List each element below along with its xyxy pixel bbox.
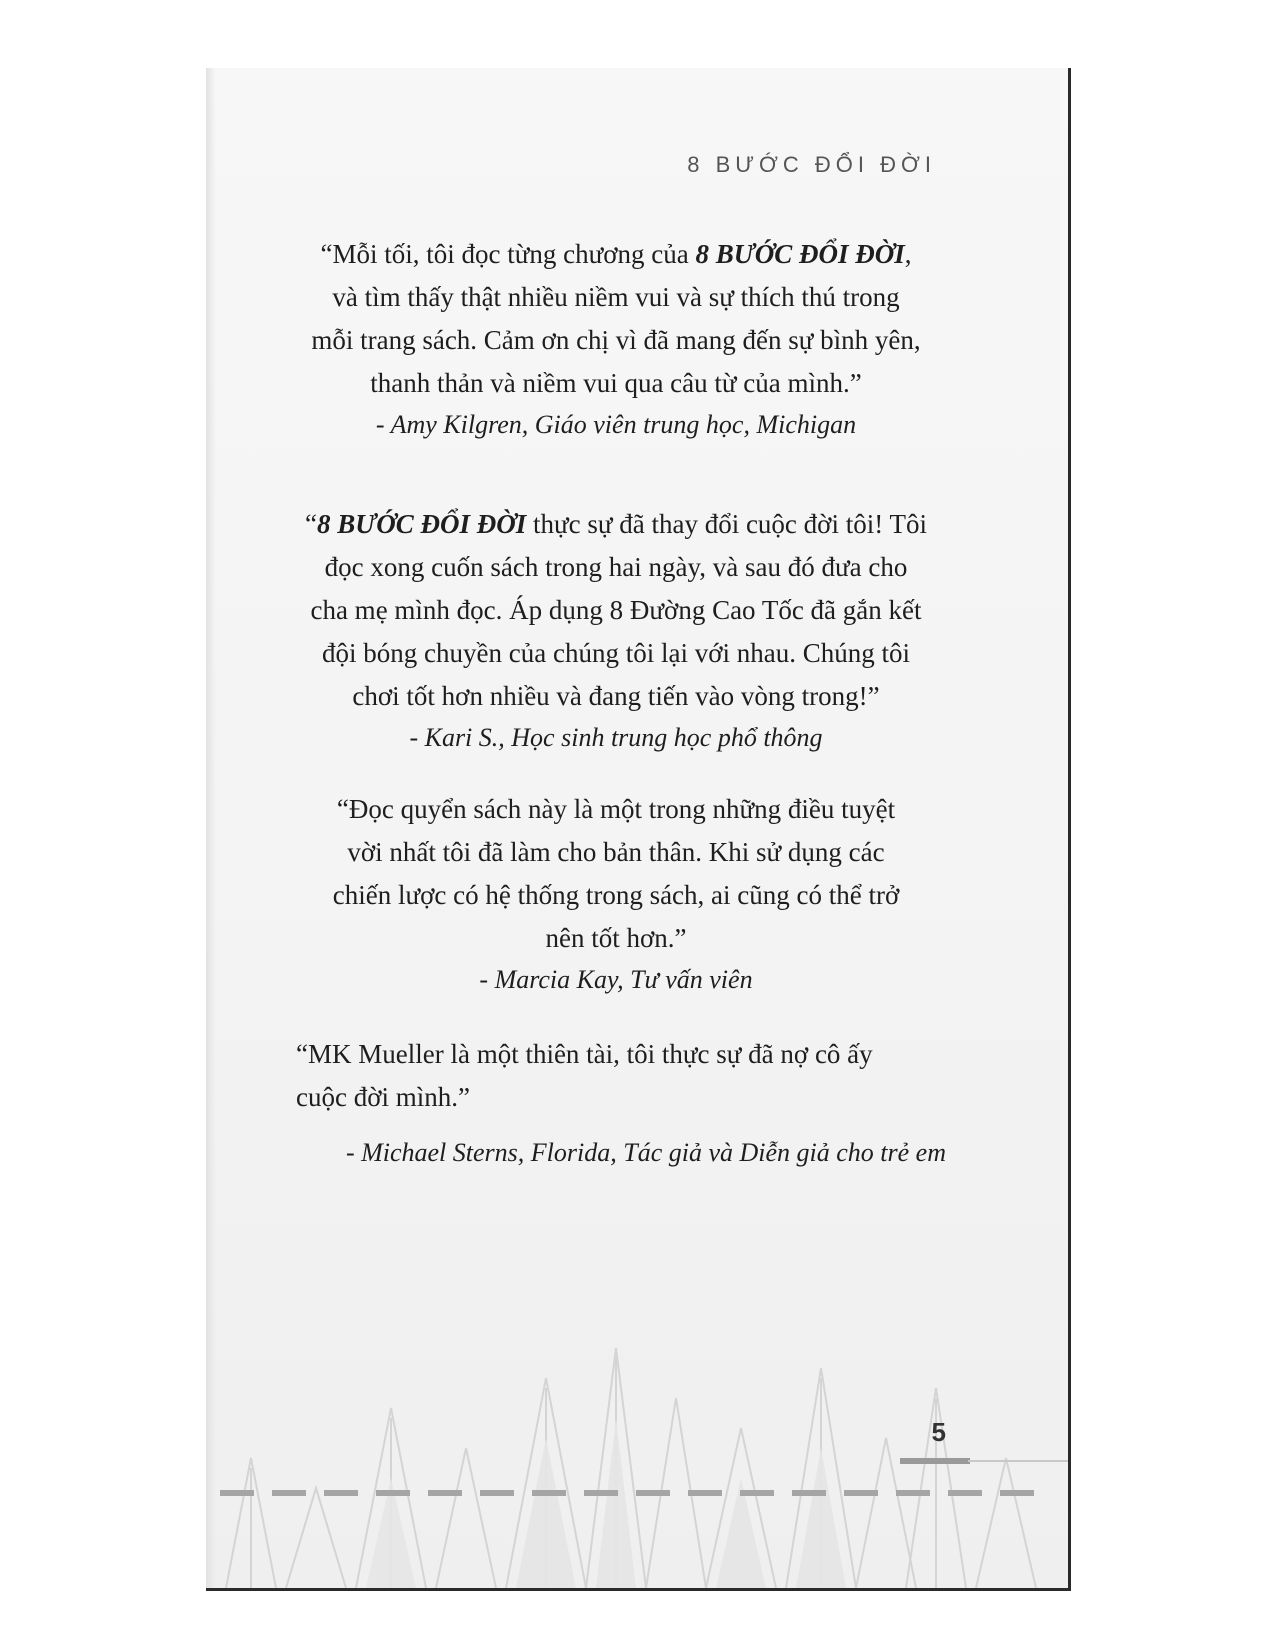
text-run: , [904,239,912,269]
text-line: “MK Mueller là một thiên tài, tôi thực sự đã nợ cô ấy [296,1039,873,1069]
text-line: cuộc đời mình.” [296,1082,470,1112]
testimonial-text [286,1033,946,1119]
text-line: nên tốt hơn.” [545,923,687,953]
text-line: thanh thản và niềm vui qua câu từ của mình.” [370,368,862,398]
book-page [206,68,1071,1591]
dashed-border [220,1490,1060,1498]
page-number-line [968,1460,1068,1462]
text-line: cha mẹ mình đọc. Áp dụng 8 Đường Cao Tốc đã gắn kết [310,595,922,625]
book-title: 8 BƯỚC ĐỔI ĐỜI [317,509,527,539]
testimonial-attribution: - Michael Sterns, Florida, Tác giả và Diễn giả cho trẻ em [345,1138,946,1167]
running-header: 8 BƯỚC ĐỔI ĐỜI [687,152,936,177]
text-line: mỗi trang sách. Cảm ơn chị vì đã mang đến sự bình yên, [311,325,921,355]
text-line: vời nhất tôi đã làm cho bản thân. Khi sử dụng các [347,837,885,867]
book-title: 8 BƯỚC ĐỔI ĐỜI [695,239,905,269]
page-number-rule [900,1458,970,1464]
text-line: đội bóng chuyền của chúng tôi lại với nhau. Chúng tôi [322,638,910,668]
text-run: “ [305,509,318,539]
testimonial-attribution: - Amy Kilgren, Giáo viên trung học, Michigan [375,410,857,439]
testimonial-4 [286,1033,946,1173]
testimonial-attribution: - Marcia Kay, Tư vấn viên [479,965,753,994]
testimonial-attribution: - Kari S., Học sinh trung học phổ thông [409,723,823,752]
testimonial-1 [286,233,946,445]
testimonial-text [286,788,946,960]
text-line: chiến lược có hệ thống trong sách, ai cũng có thể trở [332,880,900,910]
text-line: chơi tốt hơn nhiều và đang tiến vào vòng trong!” [352,681,880,711]
text-line: đọc xong cuốn sách trong hai ngày, và sau đó đưa cho [324,552,908,582]
text-run: thực sự đã thay đổi cuộc đời tôi! Tôi [526,509,927,539]
testimonial-3 [286,788,946,1000]
text-line: và tìm thấy thật nhiều niềm vui và sự thích thú trong [332,282,900,312]
testimonial-2 [286,503,946,758]
testimonial-text [286,233,946,405]
page-number: 5 [931,1417,946,1447]
text-run: “Mỗi tối, tôi đọc từng chương của [320,239,696,269]
text-line: “Đọc quyển sách này là một trong những điều tuyệt [336,794,896,824]
testimonial-text [286,503,946,718]
